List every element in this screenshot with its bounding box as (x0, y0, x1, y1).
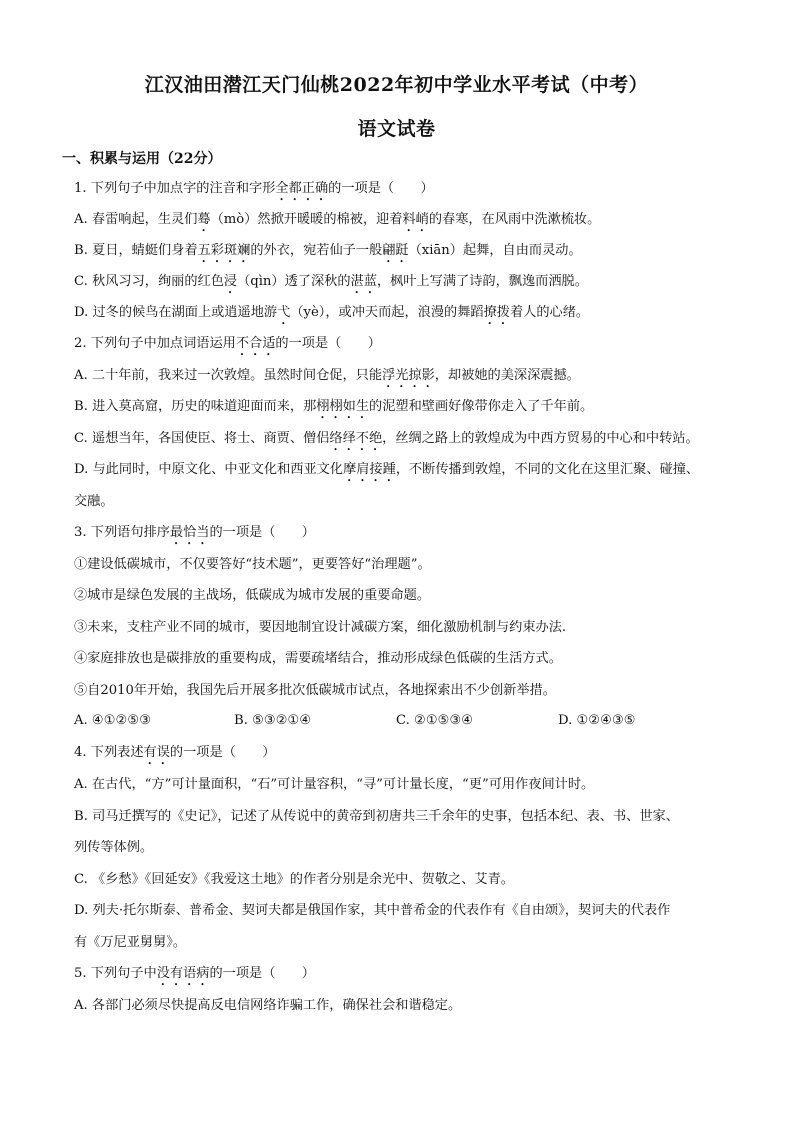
question-3-item-5: ⑤自2010年开始，我国先后开展多批次低碳城市试点，各地探索出不少创新举措。 (74, 683, 556, 698)
question-4-option-c: C. 《乡愁》《回延安》《我爱这土地》的作者分别是余光中、贺敬之、艾青。 (74, 872, 514, 887)
question-3-item-3: ③未来，支柱产业不同的城市，要因地制宜设计减碳方案，细化激励机制与约束办法. (74, 620, 567, 635)
question-2-option-a: A. 二十年前，我来过一次敦煌。虽然时间仓促，只能浮光掠影，却被她的美深深震撼。 (74, 368, 580, 383)
question-3-item-1: ①建设低碳城市，不仅要答好“技术题”，更要答好“治理题”。 (74, 557, 431, 572)
question-2-option-d: D. 与此同时，中原文化、中亚文化和西亚文化摩肩接踵，不断传播到敦煌，不同的文化在这里汇聚、碰撞、 (74, 462, 700, 477)
question-4-option-d: D. 列夫·托尔斯泰、普希金、契诃夫都是俄国作家，其中普希金的代表作有《自由颂》，契诃夫的代表作 (74, 903, 671, 918)
question-4-option-d-cont: 有《万尼亚舅舅》。 (74, 935, 187, 950)
question-1-option-c: C. 秋风习习，绚丽的红色浸（qìn）透了深秋的湛蓝，枫叶上写满了诗韵，飘逸而洒脱。 (74, 274, 588, 289)
question-3-option-c: C. ②①⑤③④ (396, 713, 474, 728)
question-4-stem: 4. 下列表述有误的一项是（ ） (74, 745, 276, 760)
question-3-item-2: ②城市是绿色发展的主战场，低碳成为城市发展的重要命题。 (74, 588, 431, 603)
question-3-stem: 3. 下列语句排序最恰当的一项是（ ） (74, 525, 315, 540)
question-4-option-b: B. 司马迁撰写的《史记》，记述了从传说中的黄帝到初唐共三千余年的史事，包括本纪、表、书、世家、 (74, 809, 679, 824)
question-2-stem: 2. 下列句子中加点词语运用不合适的一项是（ ） (74, 336, 381, 351)
question-1-stem: 1. 下列句子中加点字的注音和字形全都正确的一项是（ ） (74, 181, 434, 196)
section-heading: 一、积累与运用（22分） (62, 151, 222, 167)
question-1-option-d: D. 过冬的候鸟在湖面上或逍遥地游弋（yè），或冲天而起，浪漫的舞蹈撩拨着人的心绪。 (74, 305, 590, 320)
question-1-option-b: B. 夏日，蜻蜓们身着五彩斑斓的外衣，宛若仙子一般翩跹（xiān）起舞，自由而灵动。 (74, 243, 582, 258)
question-4-option-b-cont: 列传等体例。 (74, 840, 154, 855)
question-2-option-c: C. 遥想当年，各国使臣、将士、商贾、僧侣络绎不绝，丝绸之路上的敦煌成为中西方贸易的中心和中转站。 (74, 431, 699, 446)
question-5-stem: 5. 下列句子中没有语病的一项是（ ） (74, 966, 315, 981)
question-3-option-a: A. ④①②⑤③ (74, 713, 152, 728)
question-3-item-4: ④家庭排放也是碳排放的重要构成，需要疏堵结合，推动形成绿色低碳的生活方式。 (74, 651, 562, 666)
exam-title: 江汉油田潜江天门仙桃2022年初中学业水平考试（中考） (144, 74, 649, 96)
question-3-option-d: D. ①②④③⑤ (558, 713, 636, 728)
question-2-option-b: B. 进入莫高窟，历史的味道迎面而来，那栩栩如生的泥塑和壁画好像带你走入了千年前。 (74, 399, 594, 414)
question-2-option-d-cont: 交融。 (74, 494, 114, 509)
question-4-option-a: A. 在古代，“方”可计量面积，“石”可计量容积，“寻”可计量长度，“更”可用作夜间计时。 (74, 777, 595, 792)
question-3-option-b: B. ⑤③②①④ (234, 713, 312, 728)
question-1-option-a: A. 春雷响起，生灵们蓦（mò）然掀开暖暖的棉被，迎着料峭的春寒，在风雨中洗漱梳妆。 (74, 212, 601, 227)
exam-subtitle: 语文试卷 (357, 118, 436, 140)
question-5-option-a: A. 各部门必须尽快提高反电信网络诈骗工作，确保社会和谐稳定。 (74, 998, 462, 1013)
